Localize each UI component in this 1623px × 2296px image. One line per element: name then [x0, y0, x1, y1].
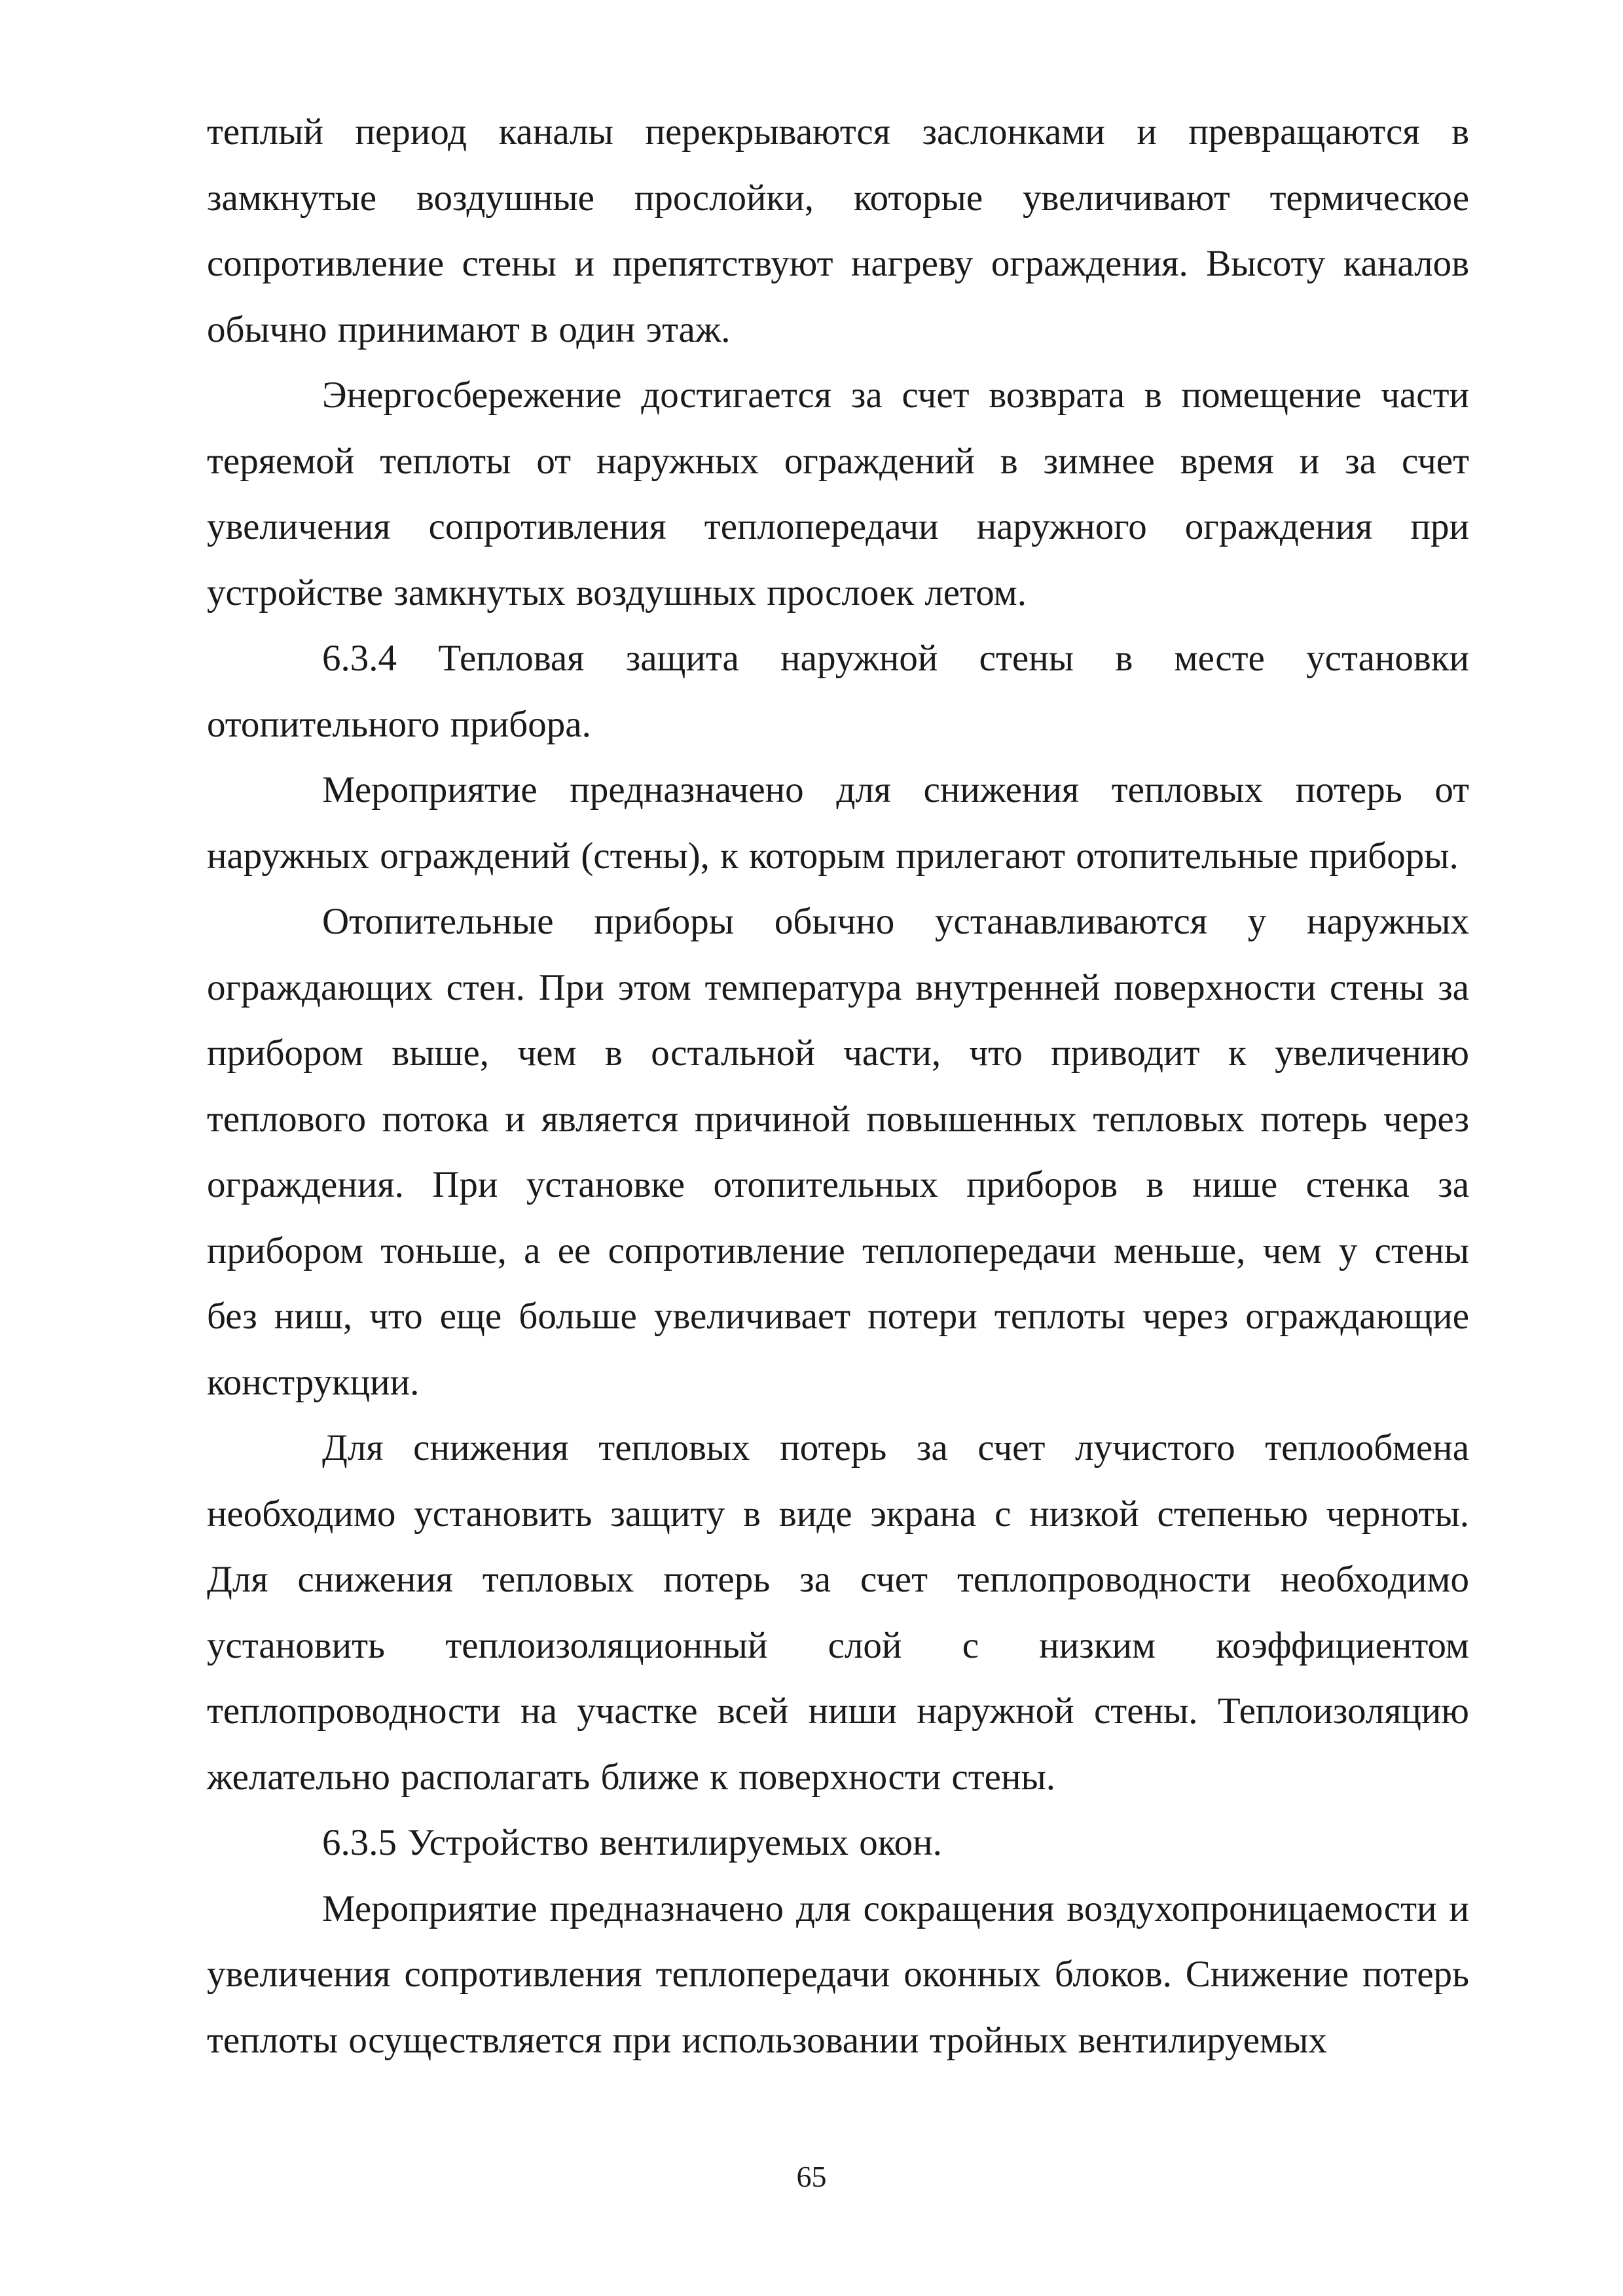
paragraph-heat-loss-reduction: Для снижения тепловых потерь за счет лучистого теплообмена необходимо установить защиту в виде экрана с низкой степенью черноты. Для снижения тепловых потерь за счет теплопроводности необходимо установить теплоизоляционный слой с низким коэффициентом теплопроводности на участке всей ниши наружной стены. Теплоизоляцию желательно располагать ближе к поверхности стены. [207, 1427, 1469, 1798]
section-heading-6-3-5: 6.3.5 Устройство вентилируемых окон. [322, 1822, 942, 1863]
paragraph-continuation: теплый период каналы перекрываются заслонками и превращаются в замкнутые воздушные прослойки, которые увеличивают термическое сопротивление стены и препятствуют нагреву ограждения. Высоту каналов обычно принимают в один этаж. [207, 111, 1469, 350]
paragraph-heating-devices: Отопительные приборы обычно устанавливаются у наружных ограждающих стен. При этом температура внутренней поверхности стены за прибором выше, чем в остальной части, что приводит к увеличению теплового потока и является причиной повышенных тепловых потерь через ограждения. При установке отопительных приборов в нише стенка за прибором тоньше, а ее сопротивление теплопередачи меньше, чем у стены без ниш, что еще больше увеличивает потери теплоты через ограждающие конструкции. [207, 901, 1469, 1403]
paragraph-energy-saving: Энергосбережение достигается за счет возврата в помещение части теряемой теплоты от наружных ограждений в зимнее время и за счет увеличения сопротивления теплопередачи наружного ограждения при устройстве замкнутых воздушных прослоек летом. [207, 374, 1469, 613]
page-number: 65 [796, 2160, 827, 2193]
section-heading-6-3-4: 6.3.4 Тепловая защита наружной стены в месте установки отопительного прибора. [207, 638, 1469, 745]
paragraph-purpose-6-3-5: Мероприятие предназначено для сокращения воздухопроницаемости и увеличения сопротивления теплопередачи оконных блоков. Снижение потерь теплоты осуществляется при использовании тройных вентилируемых [207, 1887, 1469, 2061]
paragraph-purpose-6-3-4: Мероприятие предназначено для снижения тепловых потерь от наружных ограждений (стены), к которым прилегают отопительные приборы. [207, 769, 1469, 877]
body-text [207, 100, 1469, 2073]
